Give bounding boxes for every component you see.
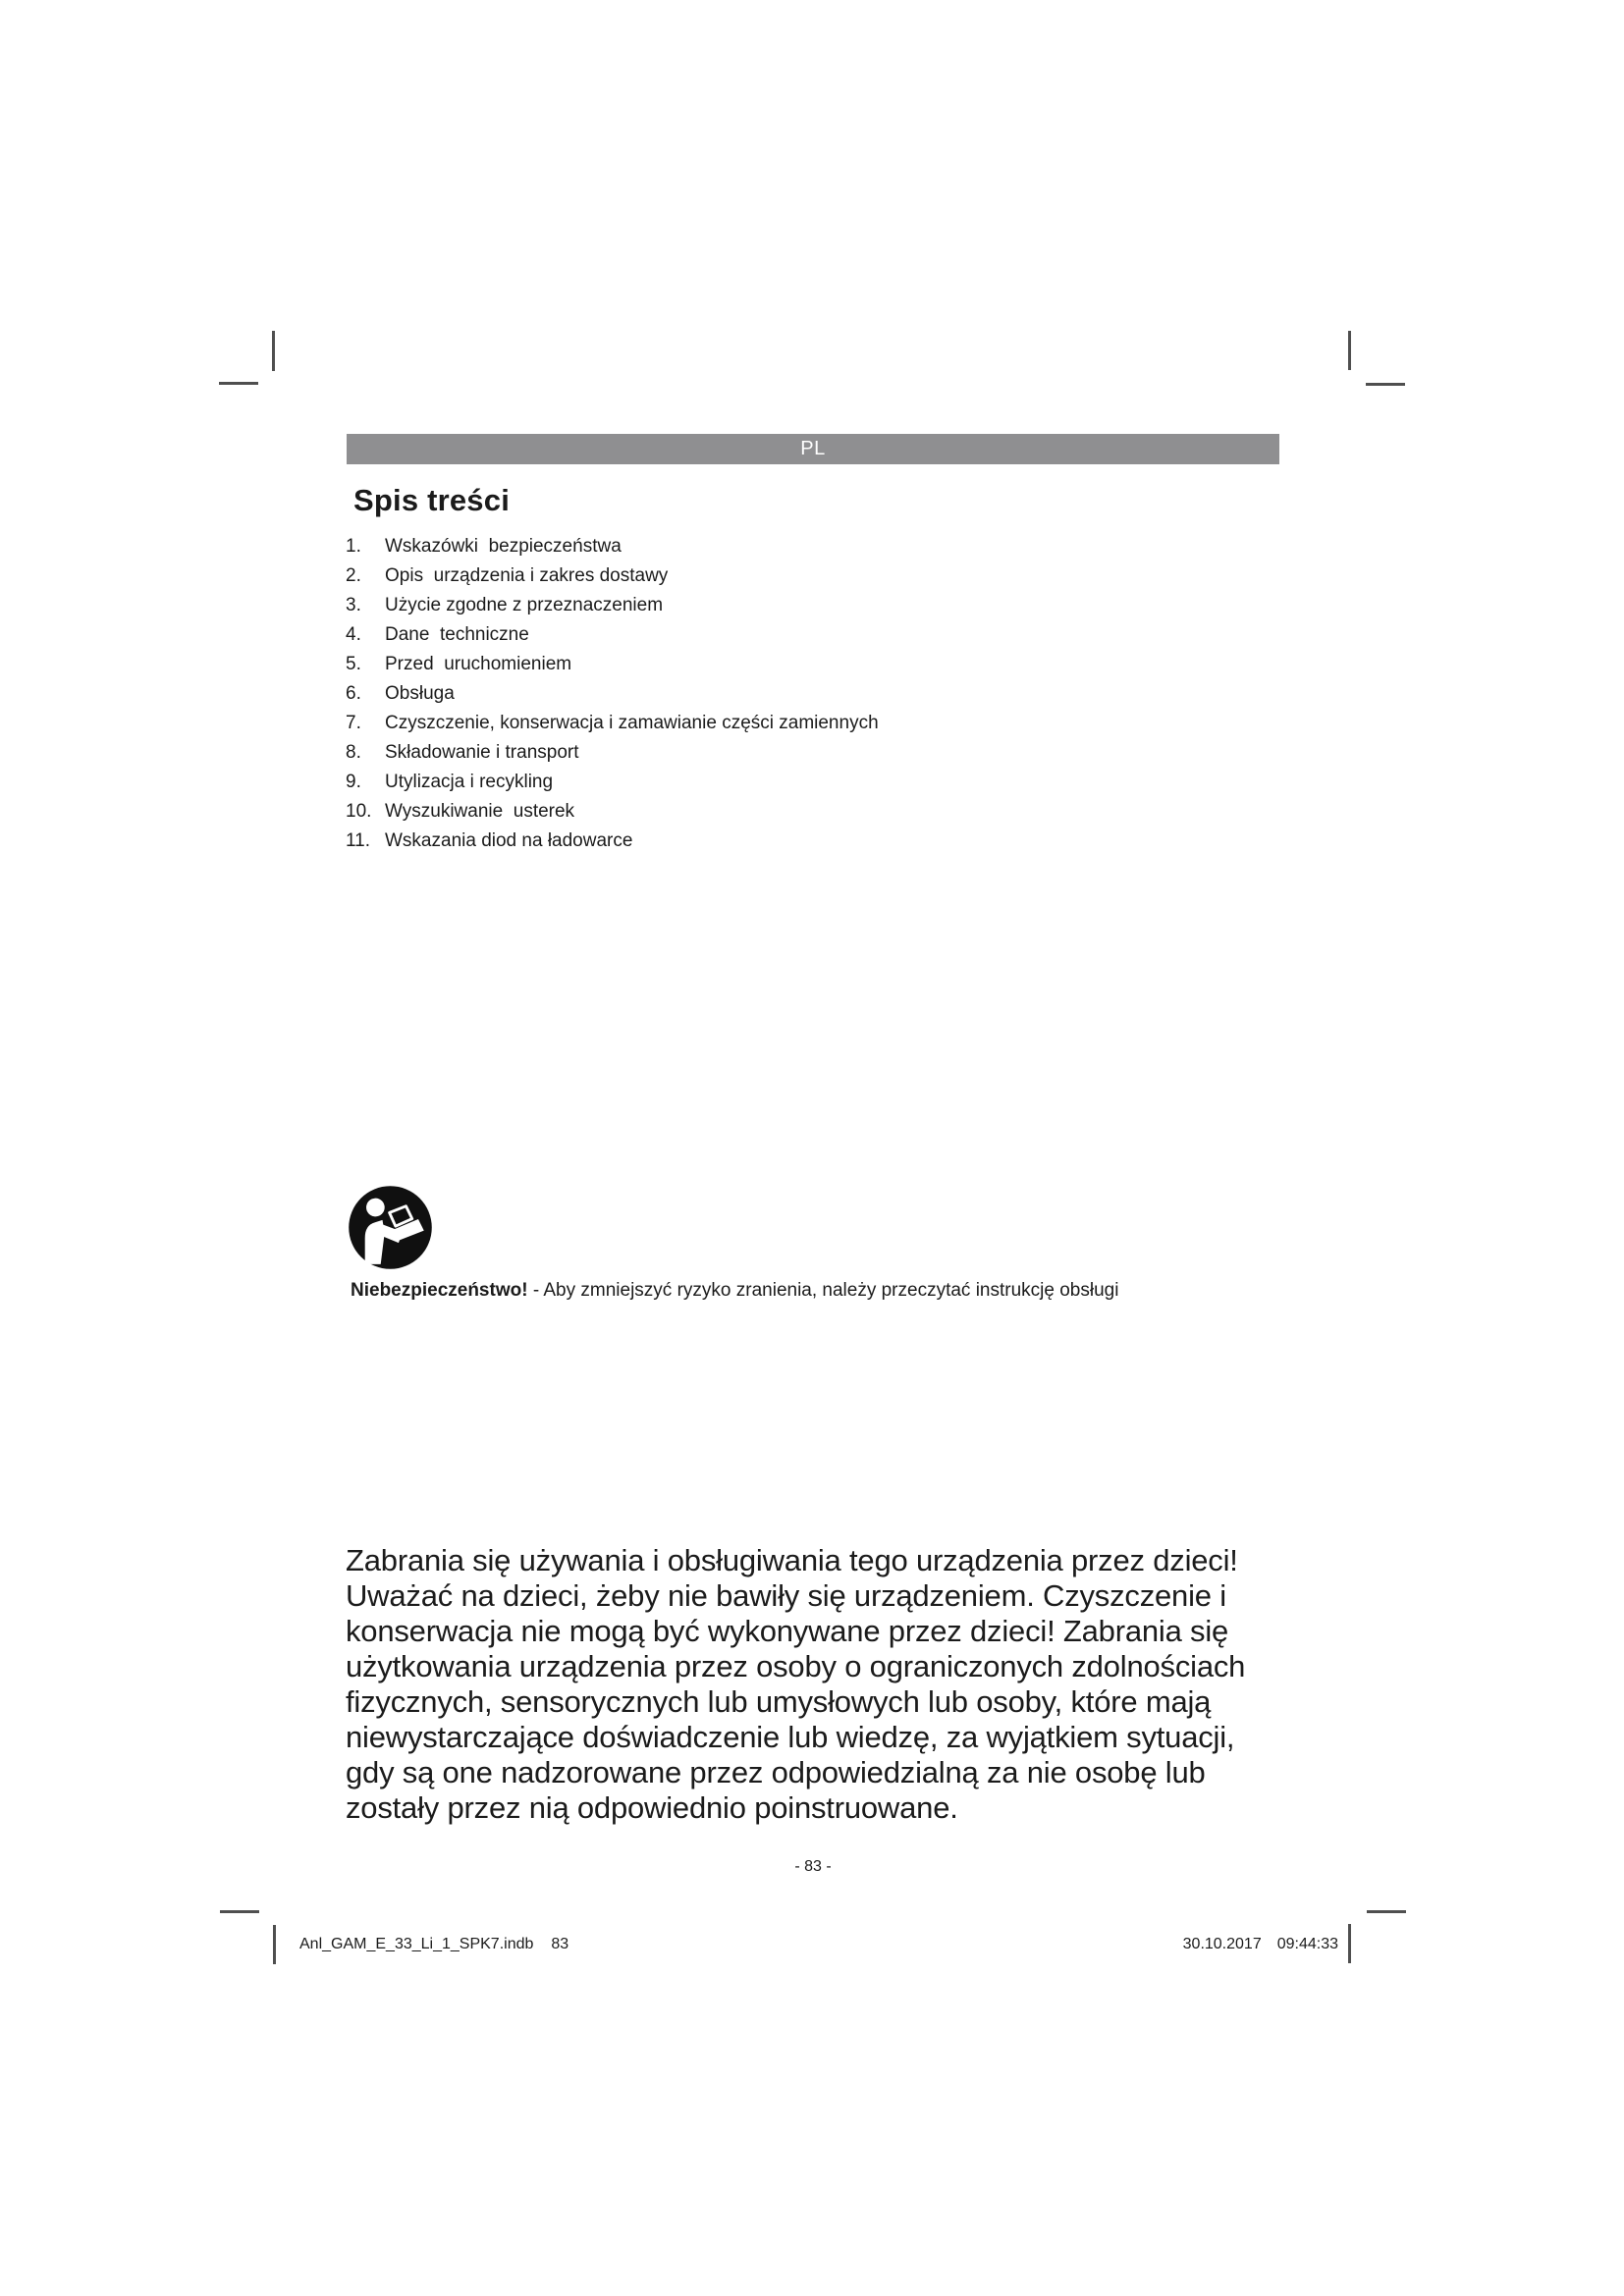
body-paragraph <box>346 1543 1288 1826</box>
toc-item-number: 8. <box>346 742 361 763</box>
crop-mark-bottom-right-vertical <box>1348 1924 1351 1963</box>
toc-item-label: Utylizacja i recykling <box>385 772 554 792</box>
toc-item-number: 11. <box>346 830 371 851</box>
toc-item-number: 2. <box>346 565 361 586</box>
toc-item-number: 1. <box>346 536 361 557</box>
toc-item-label: Wskazania diod na ładowarce <box>385 830 633 851</box>
body-paragraph-line: gdy są one nadzorowane przez odpowiedzialną za nie osobę lub <box>346 1755 1206 1789</box>
toc-item-label: Użycie zgodne z przeznaczeniem <box>385 595 664 615</box>
crop-mark-bottom-left-vertical <box>273 1925 276 1964</box>
toc-item <box>346 768 1308 797</box>
toc-item-label: Obsługa <box>385 683 455 704</box>
toc-item <box>346 591 1308 620</box>
footer-timestamp <box>1183 1936 1338 1953</box>
toc-item <box>346 620 1308 650</box>
body-paragraph-line: zostały przez nią odpowiednio poinstruowane. <box>346 1790 958 1825</box>
danger-caption-bold: Niebezpieczeństwo! <box>351 1280 528 1301</box>
footer-date: 30.10.2017 <box>1182 1936 1262 1952</box>
body-paragraph-line: konserwacja nie mogą być wykonywane przez dzieci! Zabrania się <box>346 1614 1229 1648</box>
footer-file-name: Anl_GAM_E_33_Li_1_SPK7.indb <box>299 1936 534 1952</box>
toc-list <box>346 532 1308 856</box>
toc-item-label: Czyszczenie, konserwacja i zamawianie części zamiennych <box>385 713 879 733</box>
body-paragraph-line: niewystarczające doświadczenie lub wiedzę, za wyjątkiem sytuacji, <box>346 1720 1235 1754</box>
language-label: PL <box>800 438 826 459</box>
crop-mark-bottom-right-horizontal <box>1367 1910 1406 1913</box>
body-paragraph-line: użytkowania urządzenia przez osoby o ograniczonych zdolnościach <box>346 1649 1246 1683</box>
language-header-bar <box>347 434 1279 464</box>
read-manual-icon <box>347 1180 434 1275</box>
toc-item-label: Wyszukiwanie usterek <box>385 801 575 822</box>
toc-item-label: Dane techniczne <box>385 624 529 645</box>
toc-item-number: 4. <box>346 624 361 645</box>
toc-item <box>346 532 1308 561</box>
toc-item <box>346 797 1308 827</box>
toc-item-label: Przed uruchomieniem <box>385 654 572 674</box>
toc-title: Spis treści <box>353 483 511 517</box>
toc-item-number: 3. <box>346 595 361 615</box>
crop-mark-top-right-horizontal <box>1366 383 1405 386</box>
toc-item <box>346 561 1308 591</box>
footer-file-page: 83 <box>551 1936 569 1952</box>
toc-item-number: 7. <box>346 713 361 733</box>
body-paragraph-line: fizycznych, sensorycznych lub umysłowych lub osoby, które mają <box>346 1684 1212 1719</box>
danger-caption-text: - Aby zmniejszyć ryzyko zranienia, należy przeczytać instrukcję obsługi <box>527 1280 1119 1301</box>
toc-item <box>346 650 1308 679</box>
body-paragraph-line: Uważać na dzieci, żeby nie bawiły się urządzeniem. Czyszczenie i <box>346 1578 1226 1613</box>
footer-time: 09:44:33 <box>1276 1936 1338 1952</box>
footer-file-info <box>299 1936 568 1953</box>
page-number: - 83 - <box>794 1858 832 1875</box>
crop-mark-bottom-left-horizontal <box>220 1910 259 1913</box>
crop-mark-top-right-vertical <box>1348 331 1351 370</box>
toc-item <box>346 679 1308 709</box>
toc-item-number: 10. <box>346 801 372 822</box>
crop-mark-top-left-horizontal <box>219 382 258 385</box>
toc-item-number: 5. <box>346 654 361 674</box>
toc-item <box>346 827 1308 856</box>
toc-item-number: 9. <box>346 772 361 792</box>
danger-caption <box>351 1279 1332 1303</box>
toc-item <box>346 738 1308 768</box>
toc-item-label: Składowanie i transport <box>385 742 579 763</box>
toc-item-label: Wskazówki bezpieczeństwa <box>385 536 622 557</box>
toc-item-label: Opis urządzenia i zakres dostawy <box>385 565 669 586</box>
crop-mark-top-left-vertical <box>272 331 275 371</box>
toc-item <box>346 709 1308 738</box>
body-paragraph-line: Zabrania się używania i obsługiwania tego urządzenia przez dzieci! <box>346 1543 1238 1577</box>
toc-item-number: 6. <box>346 683 361 704</box>
